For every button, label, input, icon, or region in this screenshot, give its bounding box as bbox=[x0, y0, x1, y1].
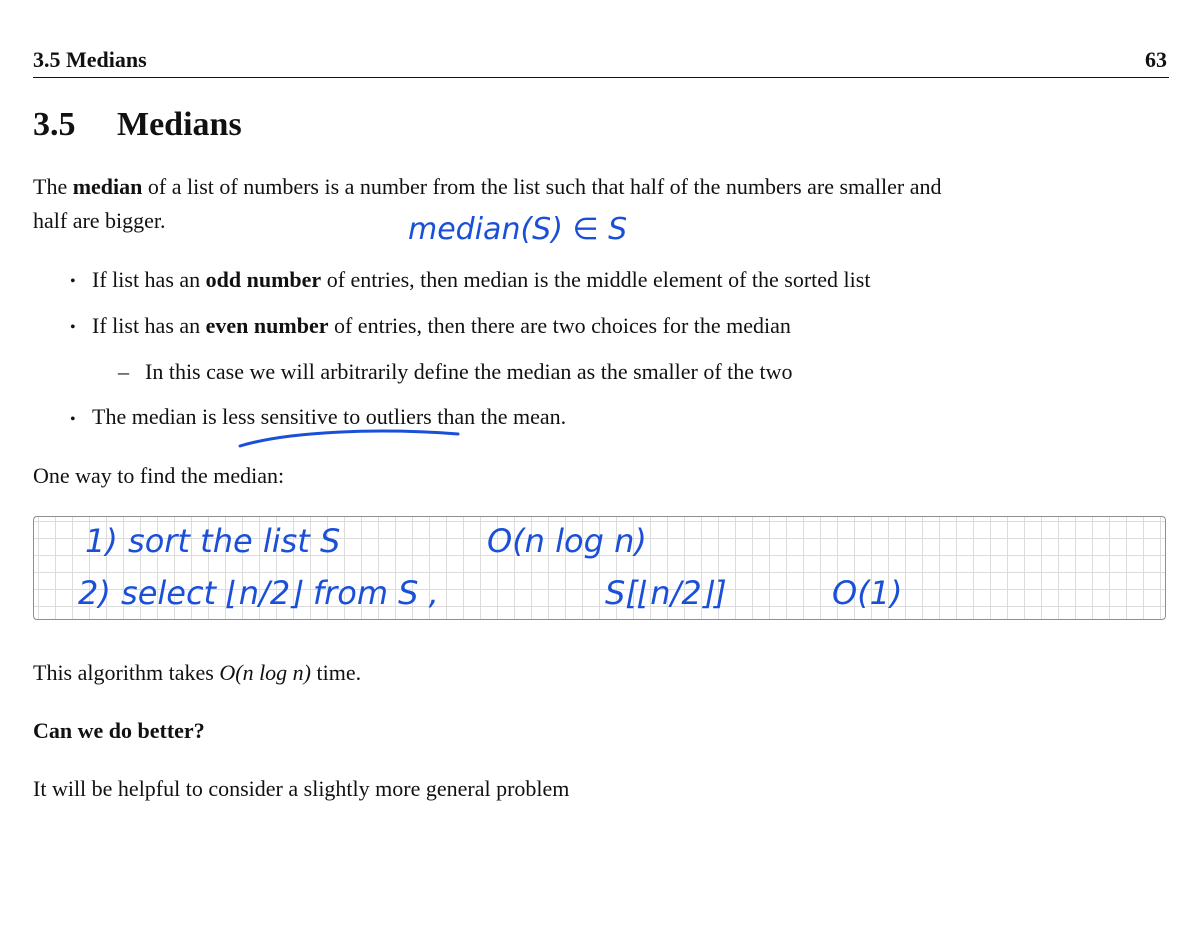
handwritten-step-1-cost: O(n log n) bbox=[487, 522, 647, 560]
algorithm-pre: This algorithm takes bbox=[33, 660, 220, 685]
bullet-dot: • bbox=[70, 319, 76, 336]
bullet-dot: • bbox=[70, 411, 76, 428]
algorithm-post: time. bbox=[311, 660, 362, 685]
section-title: Medians bbox=[117, 106, 242, 143]
bullet-even-pre: If list has an bbox=[92, 313, 206, 338]
intro-text-a: The bbox=[33, 174, 73, 199]
question-text: Can we do better? bbox=[33, 718, 205, 743]
handwritten-step-2-cost: O(1) bbox=[832, 574, 903, 612]
bullet-even-post: of entries, then there are two choices for the median bbox=[328, 313, 791, 338]
one-way-text: One way to find the median: bbox=[33, 463, 285, 488]
bullet-outliers: The median is less sensitive to outliers than the mean. bbox=[92, 404, 567, 429]
bullet-dot: • bbox=[70, 273, 76, 290]
sub-bullet-text: In this case we will arbitrarily define the median as the smaller of the two bbox=[145, 359, 793, 384]
running-header-title: 3.5 Medians bbox=[33, 47, 147, 72]
closing-text: It will be helpful to consider a slightly more general problem bbox=[33, 776, 570, 801]
handwritten-step-2-index: S[⌊n/2⌋] bbox=[605, 574, 727, 612]
intro-text-b: of a list of numbers is a number from the list such that half of the numbers are smaller and bbox=[142, 174, 942, 199]
bullet-odd-pre: If list has an bbox=[92, 267, 206, 292]
section-number: 3.5 bbox=[33, 106, 76, 143]
page-number: 63 bbox=[1145, 47, 1167, 72]
bullet-odd-bold: odd number bbox=[205, 267, 322, 292]
handwritten-step-1: 1) sort the list S bbox=[85, 522, 341, 560]
handwritten-step-2: 2) select ⌊n/2⌋ from S , bbox=[78, 574, 439, 612]
sub-bullet-dash: – bbox=[118, 359, 129, 384]
handwritten-annotation: median(S) ∈ S bbox=[408, 212, 628, 247]
bullet-odd-post: of entries, then median is the middle element of the sorted list bbox=[321, 267, 871, 292]
intro-bold-term: median bbox=[72, 174, 143, 199]
algorithm-sentence bbox=[33, 659, 361, 687]
bullet-even-bold: even number bbox=[205, 313, 329, 338]
big-o-math: O(n log n) bbox=[219, 660, 312, 685]
intro-line-2: half are bigger. bbox=[33, 208, 166, 233]
